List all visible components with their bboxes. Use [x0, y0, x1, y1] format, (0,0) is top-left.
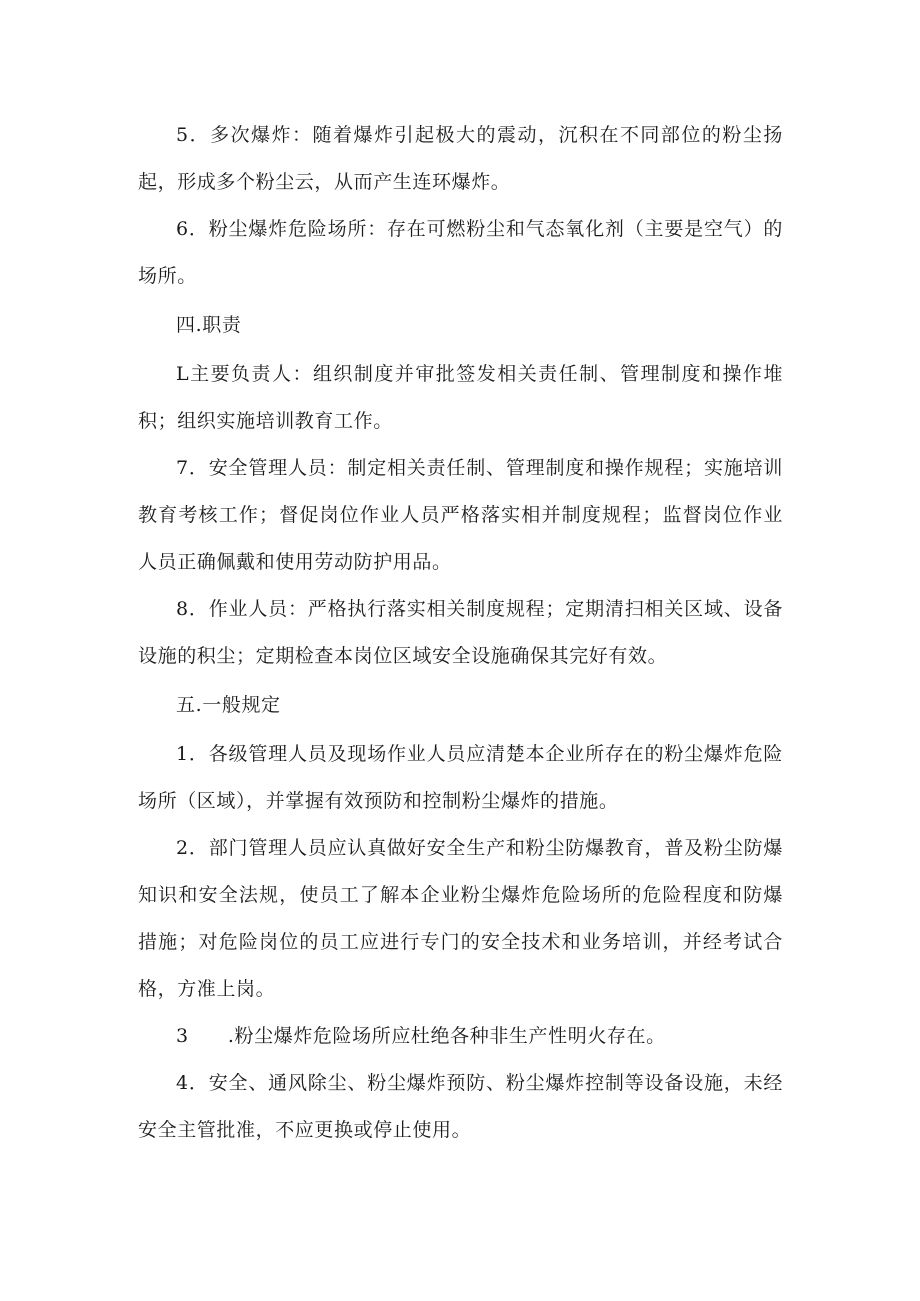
paragraph-multiple-explosions: 5．多次爆炸：随着爆炸引起极大的震动，沉积在不同部位的粉尘扬起，形成多个粉尘云，从而产生连环爆炸。 — [138, 124, 783, 193]
paragraph-general-rule-3: 3 .粉尘爆炸危险场所应杜绝各种非生产性明火存在。 — [176, 1025, 666, 1047]
paragraph-principal-responsible-person: L主要负责人：组织制度并审批签发相关责任制、管理制度和操作堆积；组织实施培训教育工作。 — [138, 363, 783, 432]
section-heading-responsibilities: 四.职责 — [176, 314, 242, 336]
paragraph-general-rule-2: 2．部门管理人员应认真做好安全生产和粉尘防爆教育，普及粉尘防爆知识和安全法规，使员工了解本企业粉尘爆炸危险场所的危险程度和防爆措施；对危险岗位的员工应进行专门的安全技术和业务培训，并经考试合格，方准上岗。 — [138, 837, 783, 1000]
paragraph-general-rule-1: 1．各级管理人员及现场作业人员应清楚本企业所存在的粉尘爆炸危险场所（区域），并掌握有效预防和控制粉尘爆炸的措施。 — [138, 743, 783, 812]
paragraph-dust-explosion-hazard-place: 6．粉尘爆炸危险场所：存在可燃粉尘和气态氧化剂（主要是空气）的场所。 — [138, 218, 783, 287]
section-heading-general-provisions: 五.一般规定 — [176, 694, 281, 716]
paragraph-general-rule-4: 4．安全、通风除尘、粉尘爆炸预防、粉尘爆炸控制等设备设施，未经安全主管批准，不应更换或停止使用。 — [138, 1072, 783, 1141]
paragraph-operating-personnel: 8．作业人员：严格执行落实相关制度规程；定期清扫相关区域、设备设施的积尘；定期检查本岗位区域安全设施确保其完好有效。 — [138, 598, 783, 667]
paragraph-safety-management-personnel: 7．安全管理人员：制定相关责任制、管理制度和操作规程；实施培训教育考核工作；督促岗位作业人员严格落实相并制度规程；监督岗位作业人员正确佩戴和使用劳动防护用品。 — [138, 457, 783, 573]
document-page — [138, 112, 783, 1154]
